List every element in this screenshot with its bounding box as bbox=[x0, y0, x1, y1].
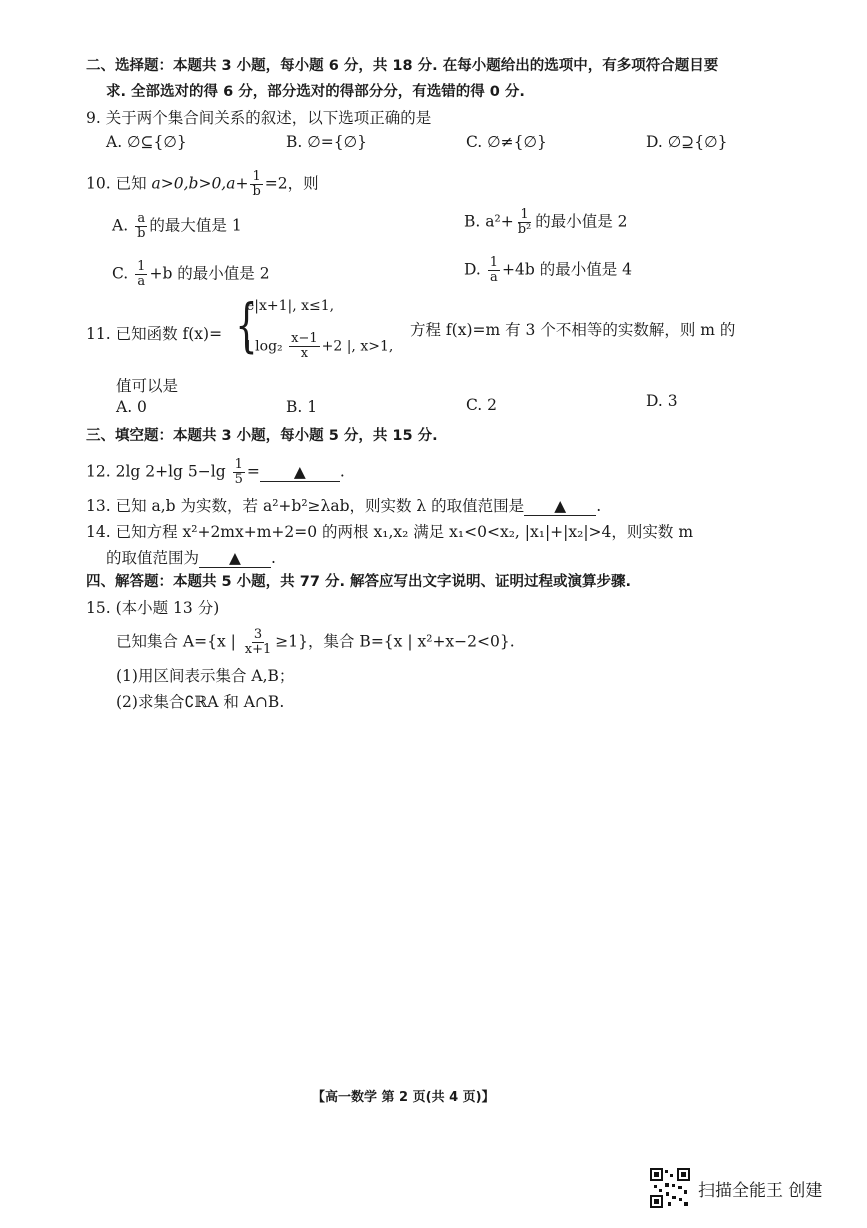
q11-case1: e|x+1|, x≤1, bbox=[246, 298, 335, 314]
scanner-watermark: 扫描全能王 创建 bbox=[698, 1181, 823, 1201]
q10-num: 10. 已知 bbox=[86, 174, 152, 193]
q11-option-d: D. 3 bbox=[646, 392, 678, 410]
piecewise-brace: { bbox=[235, 291, 258, 359]
q10-frac-1-over-b: $\frac{1}{b}$ bbox=[252, 169, 261, 199]
q14-line2: 的取值范围为 ▲ . bbox=[106, 549, 276, 567]
q11-option-b: B. 1 bbox=[286, 398, 318, 416]
q10-frac-1-over-a-d: $\frac{1}{a}$ bbox=[489, 255, 499, 285]
q12: 12. 2lg 2+lg 5−lg $\frac{1}{5}$ = ▲ . bbox=[86, 457, 345, 487]
q10-stem bbox=[86, 170, 319, 199]
q10-option-a: A. $\frac{a}{b}$ 的最大值是 1 bbox=[112, 211, 242, 241]
q10-option-d: D. $\frac{1}{a}$ +4b 的最小值是 4 bbox=[464, 255, 633, 285]
section3-title: 三、填空题：本题共 3 小题，每小题 5 分，共 15 分. bbox=[86, 428, 438, 444]
q10-frac-1-over-b2: $\frac{1}{\text{b²}}$ bbox=[517, 207, 532, 237]
q15-frac-3-over-xp1: $\frac{3}{x+1}$ bbox=[244, 627, 272, 657]
q9-option-c: C. ∅≠{∅} bbox=[466, 133, 547, 151]
q15-head: 15. (本小题 13 分) bbox=[86, 599, 220, 617]
q12-frac-1-over-5: $\frac{1}{5}$ bbox=[234, 457, 243, 487]
q15-part2: (2)求集合∁ℝA 和 A∩B. bbox=[116, 693, 285, 711]
q10-frac-1-over-a: $\frac{1}{a}$ bbox=[137, 259, 146, 289]
q11-post: 方程 f(x)=m 有 3 个不相等的实数解，则 m 的 bbox=[410, 321, 736, 339]
q10-frac-a-over-b: $\frac{a}{b}$ bbox=[137, 211, 146, 241]
page-footer: 【高一数学 第 2 页(共 4 页)】 bbox=[312, 1090, 495, 1105]
q15-part1: (1)用区间表示集合 A,B； bbox=[116, 667, 295, 685]
q11-option-a: A. 0 bbox=[116, 398, 147, 416]
q10-option-c: C. $\frac{1}{a}$ +b 的最小值是 2 bbox=[112, 259, 270, 289]
q9-option-d: D. ∅⊇{∅} bbox=[646, 133, 728, 151]
section2-title-line1: 二、选择题：本题共 3 小题，每小题 6 分，共 18 分. 在每小题给出的选项中，有多项符合题目要 bbox=[86, 58, 719, 74]
q14-line1: 14. 已知方程 x²+2mx+m+2=0 的两根 x₁,x₂ 满足 x₁<0<x₂, |x₁|+|x₂|>4，则实数 m bbox=[86, 523, 694, 541]
q11-pre: 11. 已知函数 f(x)= bbox=[86, 325, 223, 343]
q9-option-a: A. ∅⊆{∅} bbox=[106, 133, 187, 151]
q11-case2: | log₂ $\frac{x-1}{x}$ +2 |, x>1, bbox=[246, 331, 394, 361]
q11-cont: 值可以是 bbox=[116, 377, 179, 395]
q10-cond: a>0,b>0,a+ bbox=[151, 174, 249, 193]
section4-title: 四、解答题：本题共 5 小题，共 77 分. 解答应写出文字说明、证明过程或演算步骤. bbox=[86, 574, 632, 590]
q10-eq: =2，则 bbox=[264, 174, 319, 193]
q13-answer-blank[interactable]: ▲ bbox=[524, 497, 596, 516]
qr-code-icon bbox=[650, 1168, 690, 1208]
section2-title-line2: 求. 全部选对的得 6 分，部分选对的得部分分，有选错的得 0 分. bbox=[106, 84, 525, 100]
q12-answer-blank[interactable]: ▲ bbox=[260, 463, 340, 482]
q14-answer-blank[interactable]: ▲ bbox=[199, 549, 271, 568]
q11-frac-xm1-over-x: $\frac{x-1}{x}$ bbox=[291, 331, 318, 361]
q15-stem: 已知集合 A={x | $\frac{3}{x+1}$ ≥1}，集合 B={x | x²+x−2<0}. bbox=[116, 627, 515, 657]
q10-option-b: B. a²+ $\frac{1}{\text{b²}}$ 的最小值是 2 bbox=[464, 207, 628, 237]
q11-option-c: C. 2 bbox=[466, 396, 498, 414]
q9-stem: 9. 关于两个集合间关系的叙述，以下选项正确的是 bbox=[86, 109, 432, 127]
q9-option-b: B. ∅={∅} bbox=[286, 133, 367, 151]
q13: 13. 已知 a,b 为实数，若 a²+b²≥λab，则实数 λ 的取值范围是 ▲ . bbox=[86, 497, 602, 515]
